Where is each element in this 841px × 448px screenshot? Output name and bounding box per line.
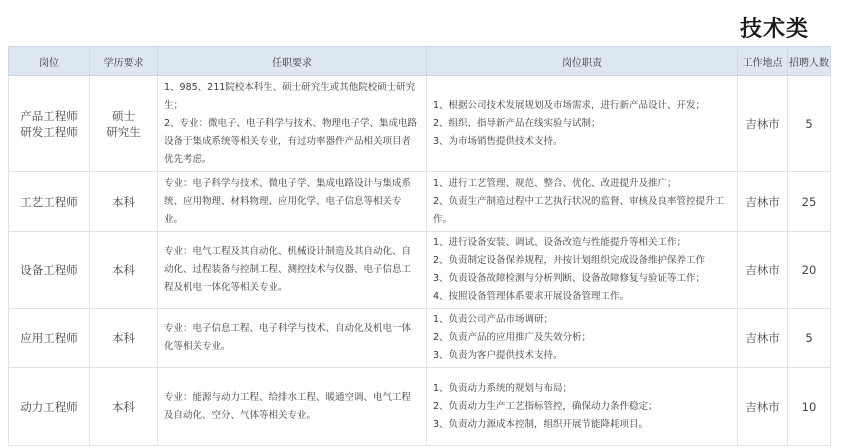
duties-cell-line: 1、负责动力系统的规划与布局；: [433, 382, 573, 394]
header-position: 岗位: [9, 47, 90, 76]
position-cell: [9, 309, 90, 368]
table-header-row: [9, 47, 831, 76]
duties-cell-line: 3、负责动力源成本控制，组织开展节能降耗项目。: [433, 418, 649, 430]
requirements-cell: [158, 76, 427, 172]
requirements-cell-line: 1、985、211院校本科生、硕士研究生或其他院校硕士研究生；: [164, 81, 416, 111]
position-cell-line: 设备工程师: [20, 263, 78, 277]
location-cell: 吉林市: [738, 232, 788, 309]
position-cell-line: 工艺工程师: [20, 194, 78, 209]
requirements-cell: [158, 172, 427, 232]
education-cell-line: 硕士: [112, 108, 135, 123]
table-row: [9, 172, 831, 232]
duties-cell-line: 1、负责公司产品市场调研；: [433, 314, 554, 325]
education-cell: [90, 232, 158, 309]
duties-cell: [427, 76, 738, 172]
location-cell: 吉林市: [738, 76, 788, 172]
requirements-cell-line: 专业：电气工程及其自动化、机械设计制造及其自动化、自动化、过程装备与控制工程、测控技术与仪器、电子信息工程及机电一体化等相关专业。: [164, 246, 412, 293]
education-cell-line: 本科: [112, 399, 135, 414]
duties-cell-line: 2、负责生产制造过程中工艺执行状况的监督、审核及良率管控提升工作。: [433, 195, 725, 225]
header-requirements: 任职要求: [158, 47, 427, 76]
duties-cell: [427, 309, 738, 368]
position-cell: [9, 76, 90, 172]
count-cell: 5: [788, 309, 831, 368]
count-cell: 5: [788, 76, 831, 172]
table-row: [9, 232, 831, 309]
education-cell: [90, 172, 158, 232]
header-count: 招聘人数: [788, 47, 831, 76]
education-cell: [90, 76, 158, 172]
education-cell-line: 本科: [112, 194, 135, 209]
location-cell: 吉林市: [738, 368, 788, 446]
duties-cell-line: 1、进行工艺管理、规范、整合、优化、改进提升及推广；: [433, 177, 677, 189]
position-cell-line: 应用工程师: [20, 331, 78, 345]
page-heading: 技术类: [739, 17, 809, 42]
duties-cell-line: 1、进行设备安装、调试、设备改造与性能提升等相关工作；: [433, 237, 687, 248]
location-cell: 吉林市: [738, 172, 788, 232]
header-location: 工作地点: [738, 47, 788, 76]
position-cell: [9, 368, 90, 446]
duties-cell-line: 3、为市场销售提供技术支持。: [433, 135, 563, 147]
position-cell-line: 产品工程师: [20, 108, 78, 123]
header-education: 学历要求: [90, 47, 158, 76]
position-cell-line: 动力工程师: [20, 399, 78, 414]
count-cell: 10: [788, 368, 831, 446]
job-table: [8, 46, 831, 446]
duties-cell-line: 2、组织、指导新产品在线实验与试制；: [433, 117, 601, 129]
position-cell: [9, 232, 90, 309]
requirements-cell: [158, 232, 427, 309]
requirements-cell: [158, 309, 427, 368]
duties-cell-line: 1、根据公司技术发展规划及市场需求，进行新产品设计、开发；: [433, 99, 706, 111]
table-row: [9, 309, 831, 368]
duties-cell-line: 2、负责动力生产工艺指标管控，确保动力条件稳定；: [433, 400, 658, 412]
duties-cell: [427, 368, 738, 446]
duties-cell: [427, 172, 738, 232]
education-cell: [90, 368, 158, 446]
education-cell-line: 研究生: [106, 124, 141, 139]
education-cell-line: 本科: [112, 331, 135, 345]
count-cell: 25: [788, 172, 831, 232]
table-row: [9, 368, 831, 446]
duties-cell-line: 4、按照设备管理体系要求开展设备管理工作。: [433, 291, 630, 302]
duties-cell: [427, 232, 738, 309]
education-cell: [90, 309, 158, 368]
position-cell: [9, 172, 90, 232]
header-duties: 岗位职责: [427, 47, 738, 76]
location-cell: 吉林市: [738, 309, 788, 368]
requirements-cell-line: 专业：电子信息工程、电子科学与技术、自动化及机电一体化等相关专业。: [164, 323, 412, 352]
duties-cell-line: 3、负责为客户提供技术支持。: [433, 350, 563, 361]
requirements-cell-line: 2、专业：微电子、电子科学与技术、物理电子学、集成电路设备于集成系统等相关专业，有过功率器件产品相关项目者优先考虑。: [164, 117, 418, 165]
requirements-cell: [158, 368, 427, 446]
count-cell: 20: [788, 232, 831, 309]
duties-cell-line: 3、负责设备故障检测与分析判断、设备故障修复与验证等工作；: [433, 273, 706, 284]
position-cell-line: 研发工程师: [20, 124, 78, 139]
education-cell-line: 本科: [112, 263, 135, 277]
duties-cell-line: 2、负责产品的应用推广及失效分析；: [433, 332, 592, 343]
requirements-cell-line: 专业：能源与动力工程、给排水工程、暖通空调、电气工程及自动化、空分、气体等相关专业。: [164, 391, 412, 421]
requirements-cell-line: 专业：电子科学与技术、微电子学、集成电路设计与集成系统、应用物理、材料物理、应用化学、电子信息等相关专业。: [164, 177, 412, 225]
duties-cell-line: 2、负责制定设备保养规程，并按计划组织完成设备维护保养工作: [433, 255, 706, 266]
table-row: [9, 76, 831, 172]
